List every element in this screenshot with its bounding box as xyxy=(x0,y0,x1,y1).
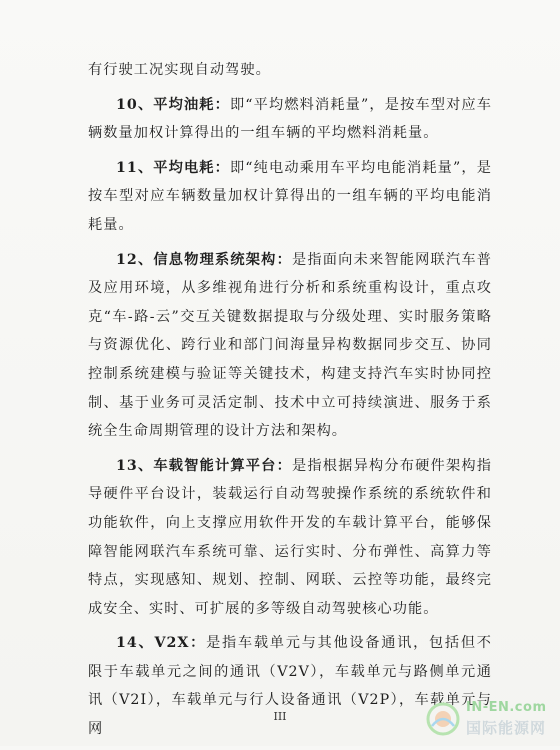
paragraph-body: 是指车载单元与其他设备通讯，包括但不限于车载单元之间的通讯（V2V），车载单元与路侧单元通讯（V2I），车载单元与行人设备通讯（V2P），车载单元与网 xyxy=(88,635,492,738)
watermark-logo xyxy=(426,698,552,740)
watermark-cn: 国际能源网 xyxy=(466,719,547,737)
paragraph xyxy=(88,246,492,446)
paragraph xyxy=(88,91,492,148)
paragraph-body: 有行驶工况实现自动驾驶。 xyxy=(88,62,271,78)
term-label: 10、平均油耗： xyxy=(116,96,230,113)
watermark-en: IN-EN.com xyxy=(466,700,547,715)
paragraph-body: 是指面向未来智能网联汽车普及应用环境，从多维视角进行分析和系统重构设计，重点攻克“车-路-云”交互关键数据提取与分级处理、实时服务策略与资源优化、跨行业和部门间海量异构数据同步交互、协同控制系统建模与验证等关键技术，构建支持汽车实时协同控制、基于业务可灵活定制、技术中立可持续演进、服务于系统全生命周期管理的设计方法和架构。 xyxy=(88,251,492,440)
globe-icon xyxy=(426,702,460,736)
body-text xyxy=(88,56,492,750)
paragraph-body: 是指根据异构分布硬件架构指导硬件平台设计，装载运行自动驾驶操作系统的系统软件和功能软件，向上支撑应用软件开发的车载计算平台，能够保障智能网联汽车系统可靠、运行实时、分布弹性、高算力等特点，实现感知、规划、控制、网联、云控等功能，最终完成安全、实时、可扩展的多等级自动驾驶核心功能。 xyxy=(88,457,492,617)
term-label: 11、平均电耗： xyxy=(116,159,230,176)
paragraph-body: 即“平均燃料消耗量”，是按车型对应车辆数量加权计算得出的一组车辆的平均燃料消耗量。 xyxy=(88,96,492,142)
paragraph xyxy=(88,56,492,85)
term-label: 14、V2X： xyxy=(116,635,207,652)
term-label: 12、信息物理系统架构： xyxy=(116,251,292,268)
paragraph xyxy=(88,154,492,240)
term-label: 13、车载智能计算平台： xyxy=(116,457,292,474)
paragraph-body: 即“纯电动乘用车平均电能消耗量”，是按车型对应车辆数量加权计算得出的一组车辆的平均电能消耗量。 xyxy=(88,159,492,233)
paragraph xyxy=(88,452,492,624)
page-number: III xyxy=(273,710,287,723)
